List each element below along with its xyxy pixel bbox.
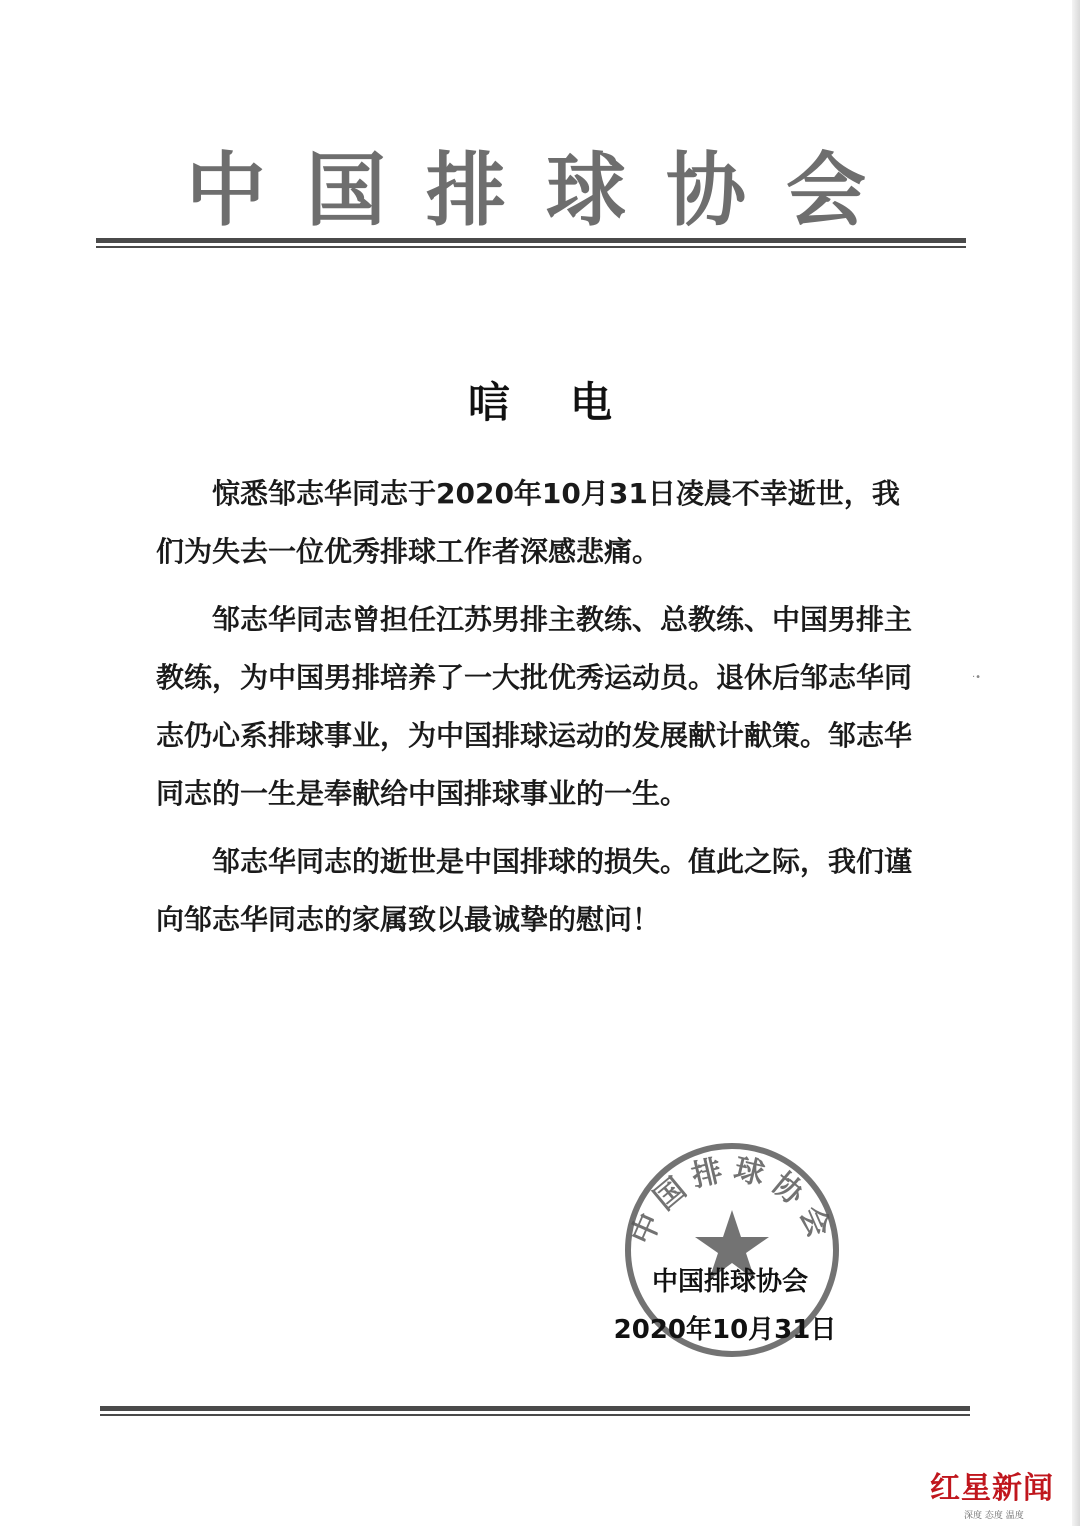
letterhead-char: 球: [546, 143, 626, 237]
footer-rule: [100, 1406, 970, 1416]
letterhead-char: 中: [186, 143, 266, 237]
rule-thin-line: [100, 1414, 970, 1416]
letterhead-char: 排: [426, 143, 506, 237]
rule-thick-line: [100, 1406, 970, 1411]
letterhead-char: 会: [786, 143, 866, 237]
document-title: 唁电: [467, 378, 672, 427]
letterhead-rule: [96, 238, 966, 248]
letterhead: [186, 135, 866, 245]
scan-speck: ·•: [972, 672, 982, 683]
signature-block: [600, 1258, 850, 1354]
watermark-slogan: 深度 态度 温度: [964, 1511, 1024, 1521]
body-paragraph: 惊悉邹志华同志于2020年10月31日凌晨不幸逝世，我们为失去一位优秀排球工作者深感悲痛。: [156, 477, 900, 568]
news-watermark: [930, 1470, 1070, 1520]
body-paragraph: 邹志华同志曾担任江苏男排主教练、总教练、中国男排主教练，为中国男排培养了一大批优秀运动员。退休后邹志华同志仍心系排球事业，为中国排球运动的发展献计献策。邹志华同志的一生是奉献给中国排球事业的一生。: [156, 603, 913, 810]
rule-thick-line: [96, 238, 966, 243]
watermark-brand: 红星新闻: [930, 1471, 1054, 1506]
scan-edge-shadow: [1072, 0, 1080, 1526]
signature-date: 2020年10月31日: [613, 1315, 837, 1345]
letterhead-char: 国: [306, 143, 386, 237]
body-paragraph: 邹志华同志的逝世是中国排球的损失。值此之际，我们谨向邹志华同志的家属致以最诚挚的慰问！: [156, 845, 913, 936]
rule-thin-line: [96, 246, 966, 248]
seal-text: 中国排球协会: [624, 1151, 840, 1250]
signature-org: 中国排球协会: [651, 1267, 808, 1297]
document-body: [156, 465, 916, 959]
letterhead-char: 协: [666, 143, 746, 237]
